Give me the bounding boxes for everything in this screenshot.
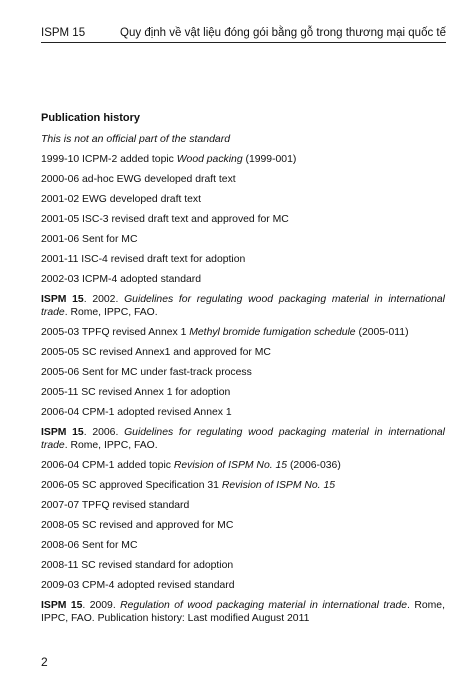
- citation-entry: [41, 426, 445, 452]
- history-entry: [41, 459, 445, 472]
- entry-suffix: (2005-011): [355, 327, 409, 338]
- entry-text: 2000-06 ad-hoc EWG developed draft text: [41, 174, 236, 185]
- entry-text: . 2006.: [83, 427, 125, 438]
- entry-text: 2008-05 SC revised and approved for MC: [41, 520, 234, 531]
- history-entry: [41, 559, 445, 572]
- entry-text: 2006-05 SC approved Specification 31: [41, 480, 222, 491]
- history-entry: [41, 539, 445, 552]
- entry-text: 2005-05 SC revised Annex1 and approved for MC: [41, 347, 271, 358]
- citation-label: ISPM 15: [41, 294, 84, 305]
- entry-text: 2001-05 ISC-3 revised draft text and approved for MC: [41, 214, 289, 225]
- entry-title: Wood packing: [176, 154, 243, 165]
- page-number: 2: [41, 655, 48, 669]
- entry-text: 2007-07 TPFQ revised standard: [41, 500, 190, 511]
- entry-text: 2001-11 ISC-4 revised draft text for adoption: [41, 254, 246, 265]
- entry-title: Methyl bromide fumigation schedule: [189, 327, 356, 338]
- history-entry: [41, 499, 445, 512]
- citation-entry: [41, 599, 445, 625]
- entry-text: 2005-03 TPFQ revised Annex 1: [41, 327, 190, 338]
- entry-text: 2008-06 Sent for MC: [41, 540, 138, 551]
- history-entry: [41, 519, 445, 532]
- history-entry: [41, 386, 445, 399]
- citation-label: ISPM 15: [41, 600, 83, 611]
- entry-suffix: (1999-001): [242, 154, 297, 165]
- entry-title: Guidelines for regulating wood packaging material in international trade: [41, 427, 445, 451]
- entry-text: 2006-04 CPM-1 adopted revised Annex 1: [41, 407, 232, 418]
- history-entry: [41, 233, 445, 246]
- entry-text: 1999-10 ICPM-2 added topic: [41, 154, 177, 165]
- history-entry: [41, 366, 445, 379]
- entry-text: 2006-04 CPM-1 added topic: [41, 460, 174, 471]
- entry-suffix: . Rome, IPPC, FAO.: [64, 307, 158, 318]
- citation-entry: [41, 293, 445, 319]
- history-entry: [41, 213, 445, 226]
- history-entry: [41, 253, 445, 266]
- citation-label: ISPM 15: [41, 427, 84, 438]
- history-entry: [41, 406, 445, 419]
- entry-suffix: . Rome, IPPC, FAO. Publication history: Last modified August 2011: [41, 600, 445, 624]
- history-list: [41, 153, 445, 625]
- section-intro: This is not an official part of the standard: [41, 133, 231, 145]
- publication-history-section: [41, 111, 445, 632]
- entry-title: Guidelines for regulating wood packaging material in international trade: [41, 294, 445, 318]
- history-entry: [41, 173, 445, 186]
- history-entry: [41, 346, 445, 359]
- entry-text: . 2009.: [82, 600, 121, 611]
- history-entry: [41, 273, 445, 286]
- entry-text: 2005-06 Sent for MC under fast-track process: [41, 367, 252, 378]
- header-standard-id: ISPM 15: [41, 27, 86, 39]
- entry-text: 2008-11 SC revised standard for adoption: [41, 560, 234, 571]
- entry-text: 2009-03 CPM-4 adopted revised standard: [41, 580, 235, 591]
- history-entry: [41, 579, 445, 592]
- section-heading: Publication history: [41, 112, 141, 124]
- page-header: [41, 26, 446, 43]
- history-entry: [41, 326, 445, 339]
- history-entry: [41, 479, 445, 492]
- header-title: Quy định về vật liệu đóng gói bằng gỗ trong thương mại quốc tế: [120, 27, 446, 39]
- entry-suffix: . Rome, IPPC, FAO.: [64, 440, 158, 451]
- entry-suffix: (2006-036): [287, 460, 341, 471]
- history-entry: [41, 193, 445, 206]
- entry-text: 2002-03 ICPM-4 adopted standard: [41, 274, 202, 285]
- entry-text: 2005-11 SC revised Annex 1 for adoption: [41, 387, 231, 398]
- entry-title: Revision of ISPM No. 15: [173, 460, 288, 471]
- entry-text: . 2002.: [83, 294, 125, 305]
- entry-title: Revision of ISPM No. 15: [221, 480, 336, 491]
- entry-title: Regulation of wood packaging material in international trade: [120, 600, 408, 611]
- entry-text: 2001-02 EWG developed draft text: [41, 194, 201, 205]
- history-entry: [41, 153, 445, 166]
- entry-text: 2001-06 Sent for MC: [41, 234, 138, 245]
